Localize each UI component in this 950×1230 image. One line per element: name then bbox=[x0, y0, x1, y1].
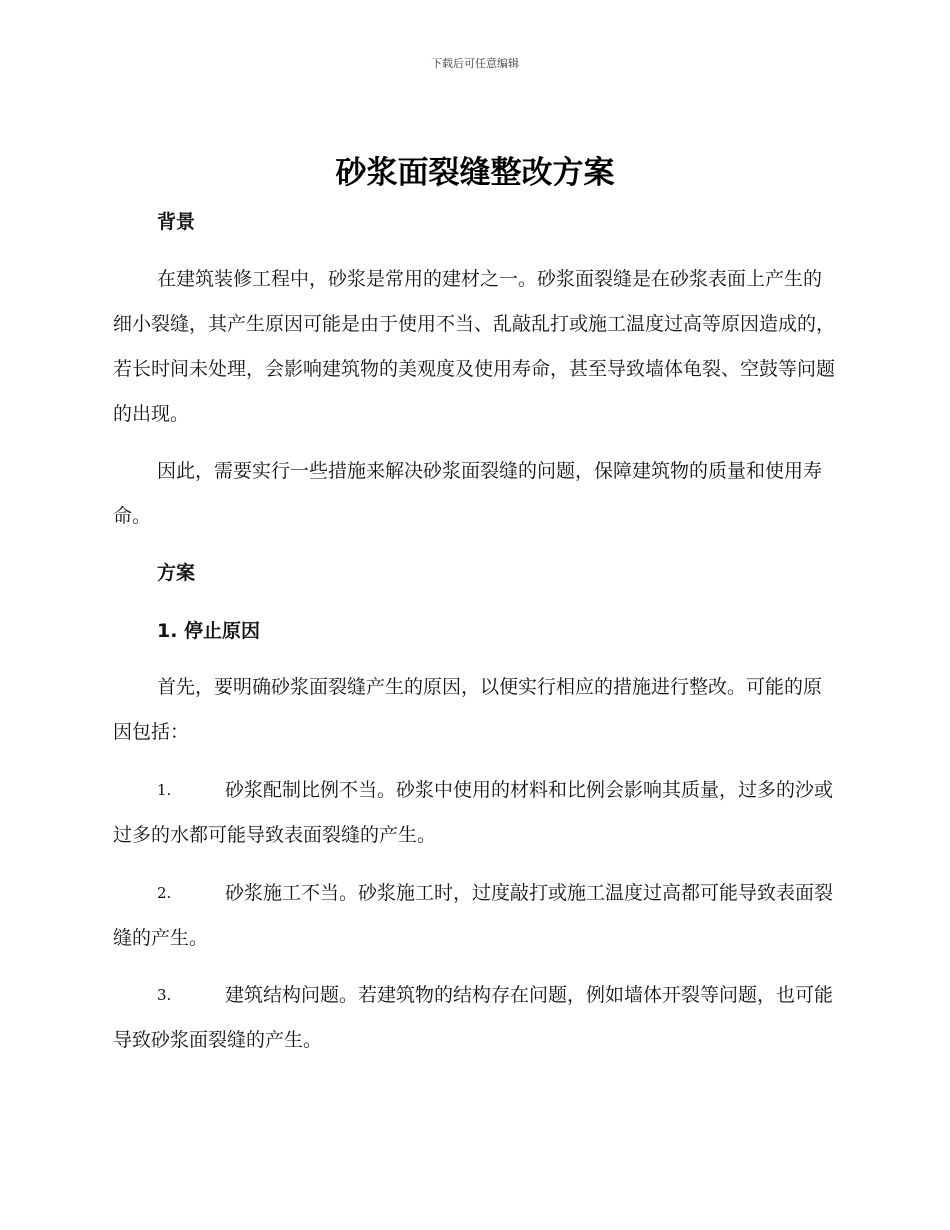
header-note: 下载后可任意编辑 bbox=[431, 57, 519, 70]
section-heading-background: 背景 bbox=[157, 211, 196, 233]
step1-intro-paragraph: 首先，要明确砂浆面裂缝产生的原因，以便实行相应的措施进行整改。可能的原因包括： bbox=[113, 676, 823, 743]
list-item-text: 建筑结构问题。若建筑物的结构存在问题，例如墙体开裂等问题，也可能导致砂浆面裂缝的产生。 bbox=[113, 984, 834, 1051]
list-item bbox=[113, 871, 835, 961]
list-item-number: 1. bbox=[157, 781, 172, 799]
document-title: 砂浆面裂缝整改方案 bbox=[335, 155, 615, 191]
list-item-number: 2. bbox=[157, 884, 172, 902]
step1-heading: 1. 停止原因 bbox=[157, 620, 261, 642]
list-item-text: 砂浆施工不当。砂浆施工时，过度敲打或施工温度过高都可能导致表面裂缝的产生。 bbox=[113, 882, 834, 949]
background-paragraph-2: 因此，需要实行一些措施来解决砂浆面裂缝的问题，保障建筑物的质量和使用寿命。 bbox=[113, 460, 823, 527]
background-paragraph-1: 在建筑装修工程中，砂浆是常用的建材之一。砂浆面裂缝是在砂浆表面上产生的细小裂缝，其产生原因可能是由于使用不当、乱敲乱打或施工温度过高等原因造成的，若长时间未处理，会影响建筑物的美观度及使用寿命，甚至导致墙体龟裂、空鼓等问题的出现。 bbox=[113, 268, 836, 425]
list-item bbox=[113, 973, 835, 1063]
list-item-number: 3. bbox=[157, 986, 172, 1004]
list-item bbox=[113, 768, 835, 858]
section-heading-plan: 方案 bbox=[157, 562, 196, 584]
list-item-text: 砂浆配制比例不当。砂浆中使用的材料和比例会影响其质量，过多的沙或过多的水都可能导致表面裂缝的产生。 bbox=[113, 779, 834, 846]
